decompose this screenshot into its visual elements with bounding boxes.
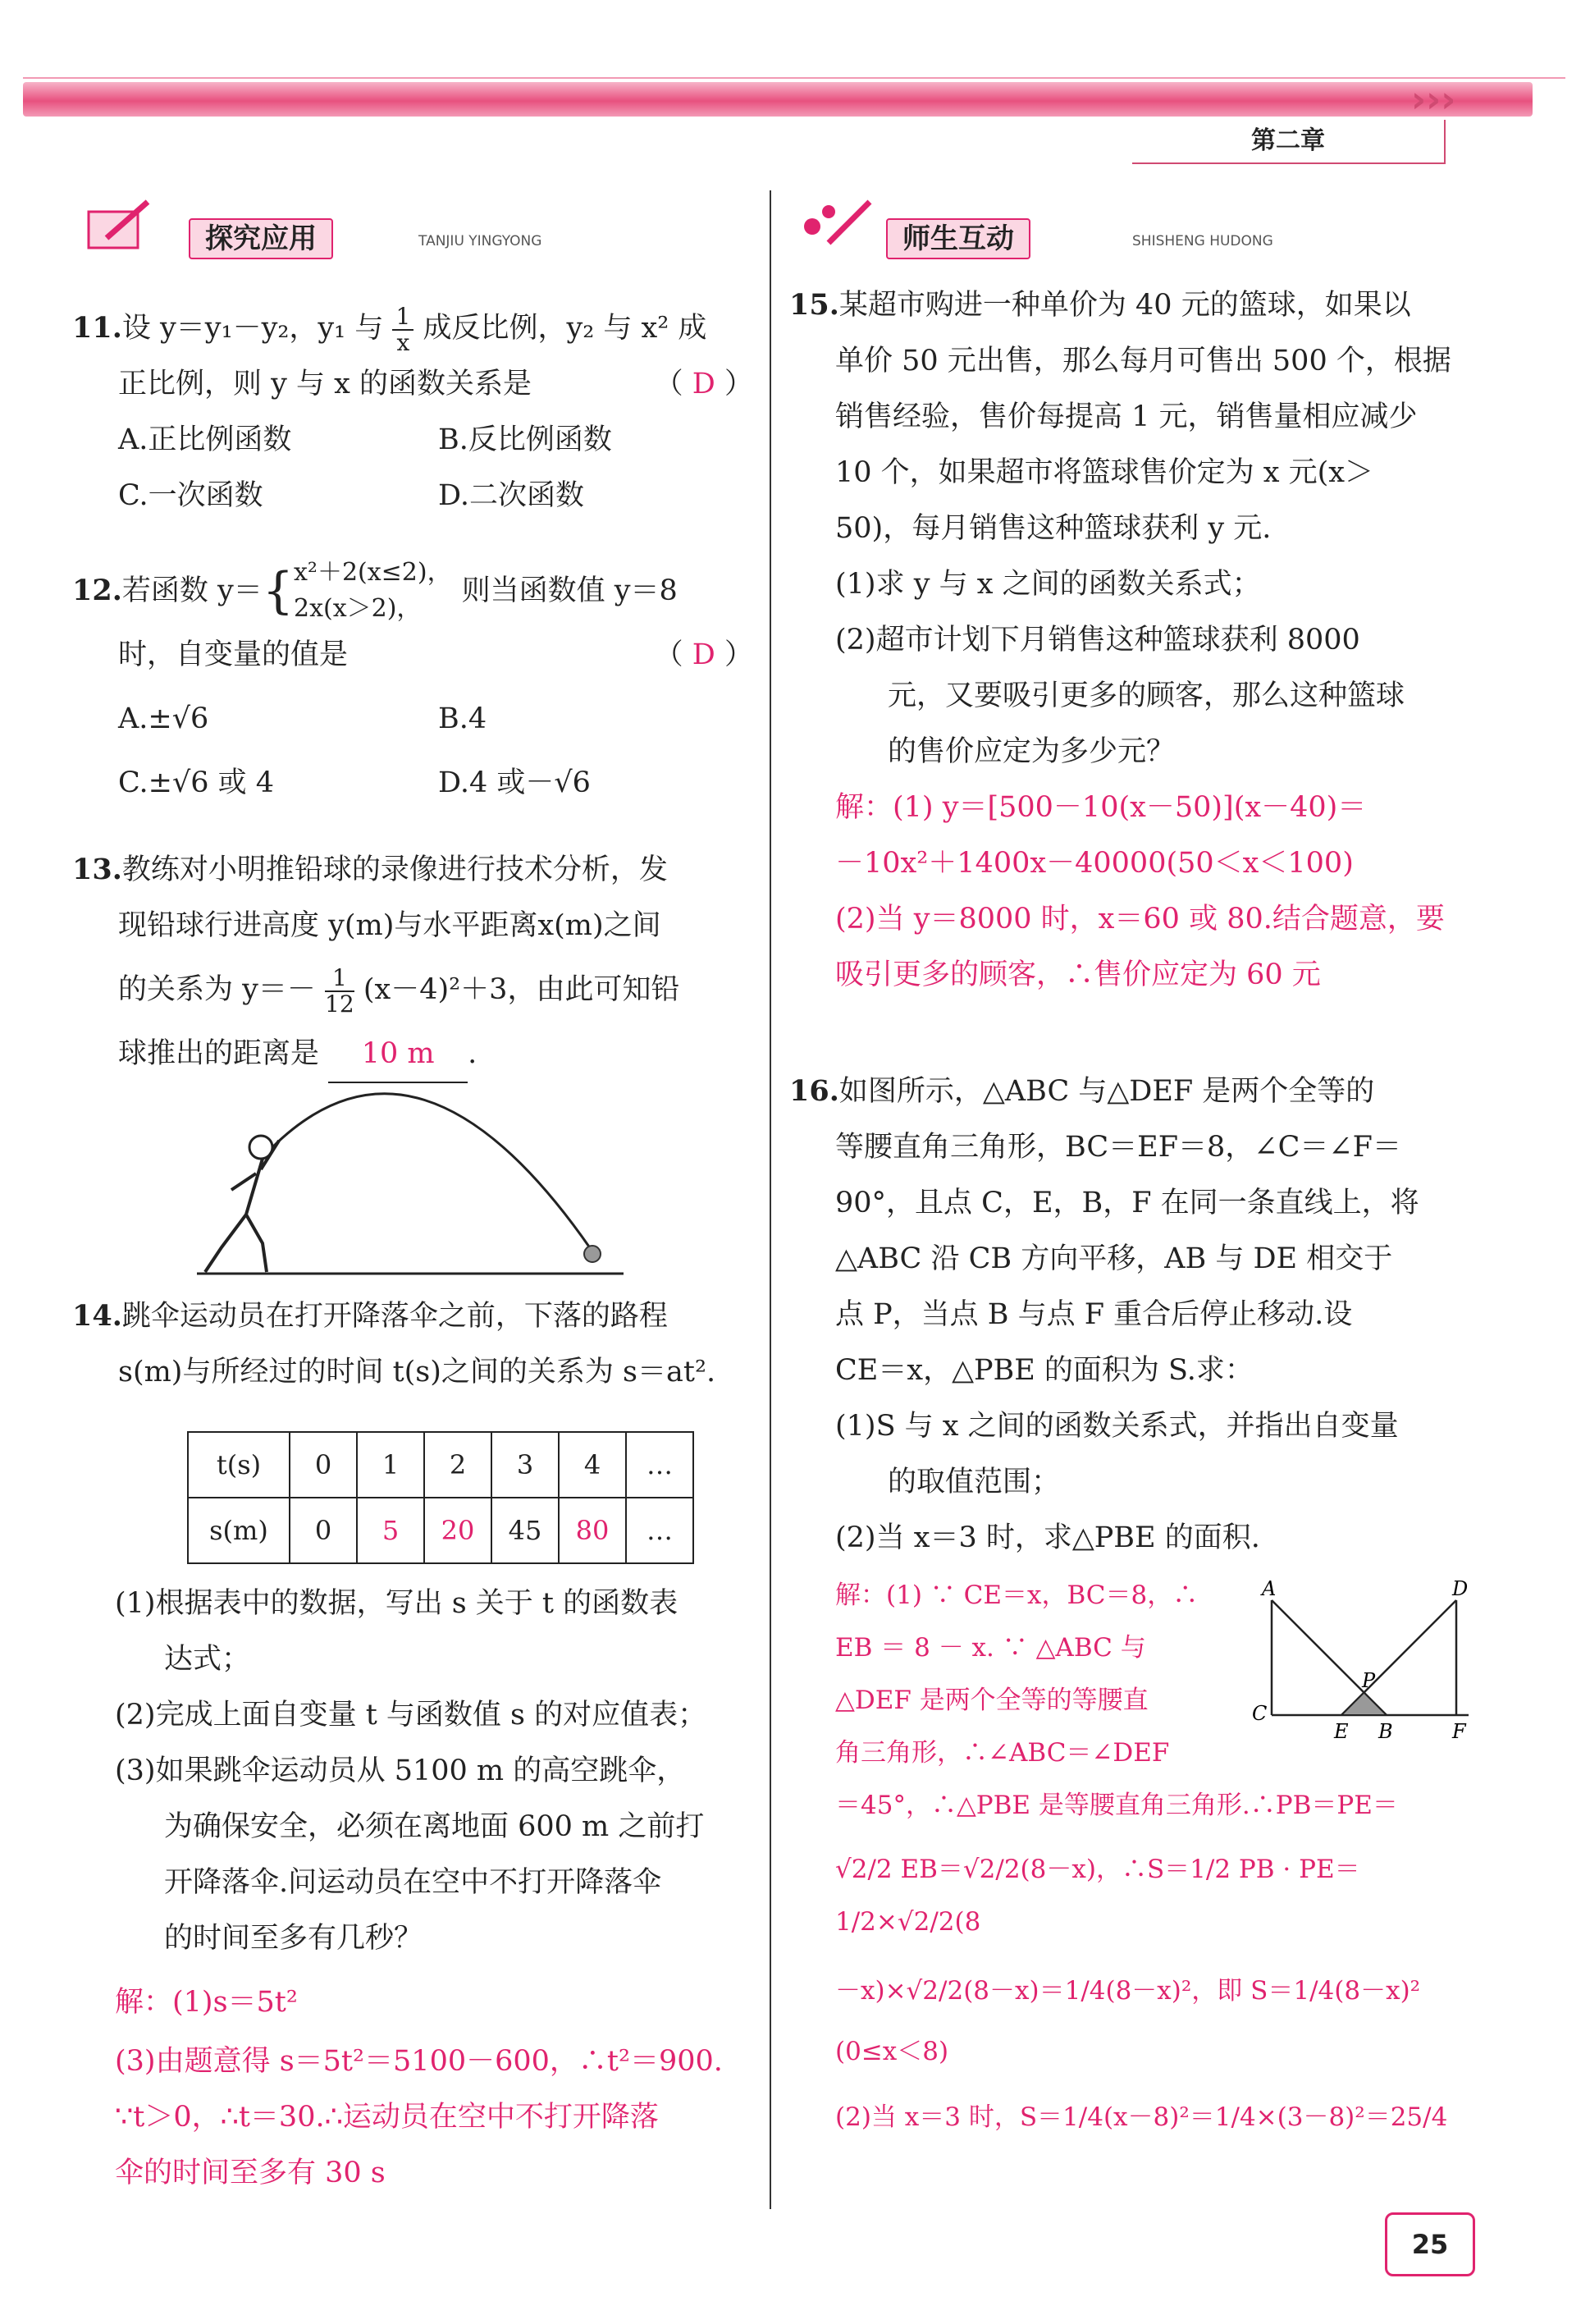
table-row	[188, 1432, 693, 1498]
q15-l1: 某超市购进一种单价为 40 元的篮球，如果以	[838, 289, 1411, 322]
q11-num: 11.	[72, 311, 122, 345]
q12-stem-a: 若函数 y＝	[121, 574, 263, 607]
q14-sol2: (3)由题意得 s＝5t²＝5100－600，∴t²＝900.	[115, 2045, 723, 2078]
table-cell: 3	[491, 1432, 559, 1498]
q15-l3: 销售经验，售价每提高 1 元，销售量相应减少	[835, 400, 1418, 433]
q15-s1: 解：(1) y＝[500－10(x－50)](x－40)＝	[835, 791, 1367, 824]
table-cell: …	[626, 1498, 693, 1563]
label-P: P	[1362, 1669, 1376, 1692]
q16-l6: CE＝x，△PBE 的面积为 S.求：	[835, 1354, 1254, 1387]
q12-stem-b: 则当函数值 y＝8	[461, 574, 678, 607]
q15-p1: (1)求 y 与 x 之间的函数关系式；	[835, 568, 1261, 601]
q13-l2: 现铅球行进高度 y(m)与水平距离x(m)之间	[118, 909, 661, 942]
pen-icon	[82, 197, 156, 254]
q13-l1: 教练对小明推铅球的录像进行技术分析，发	[121, 853, 668, 886]
q16-p1b: 的取值范围；	[888, 1466, 1061, 1498]
q16-l4: △ABC 沿 CB 方向平移，AB 与 DE 相交于	[835, 1242, 1393, 1275]
q16-s9: (2)当 x＝3 时，S＝1/4(x－8)²＝1/4×(3－8)²＝25/4	[835, 2102, 1448, 2132]
q16-p1a: (1)S 与 x 之间的函数关系式，并指出自变量	[835, 1410, 1399, 1443]
q15-l4: 10 个，如果超市将篮球售价定为 x 元(x＞	[835, 456, 1374, 489]
q13-blank: 10 m	[328, 1026, 468, 1083]
q11-stem-c: 正比例，则 y 与 x 的函数关系是	[118, 368, 532, 400]
q11-stem-b: 成反比例，y₂ 与 x² 成	[423, 312, 707, 345]
header-arrows: ›››	[1411, 79, 1456, 121]
table-cell: 20	[424, 1498, 491, 1563]
q14-p3d: 的时间至多有几秒？	[164, 1922, 423, 1955]
q14-sol3: ∵t＞0，∴t＝30.∴运动员在空中不打开降落	[115, 2101, 659, 2134]
q14-parts	[115, 1576, 755, 2201]
label-D: D	[1452, 1577, 1469, 1600]
q15-s4: 吸引更多的顾客，∴售价应定为 60 元	[835, 958, 1321, 991]
q16-p2: (2)当 x＝3 时，求△PBE 的面积.	[835, 1521, 1260, 1554]
q11-opt-a: A.正比例函数	[118, 423, 292, 456]
q13-frac: $\frac{1}{12}$	[325, 963, 354, 1018]
section-sub-interact: SHISHENG HUDONG	[1132, 233, 1273, 249]
table-cell: 2	[424, 1432, 491, 1498]
q13-l4b: .	[468, 1037, 477, 1070]
q13-l3b: (x－4)²＋3，由此可知铅	[363, 973, 680, 1006]
column-divider	[770, 190, 771, 2209]
q11-opt-b: B.反比例函数	[438, 423, 612, 456]
q16-s7: －x)×√2/2(8－x)＝1/4(8－x)²，即 S＝1/4(8－x)²	[835, 1976, 1421, 2006]
q16-l2: 等腰直角三角形，BC＝EF＝8，∠C＝∠F＝	[835, 1131, 1401, 1164]
q11-answer: D	[692, 368, 715, 400]
q15-p2a: (2)超市计划下月销售这种篮球获利 8000	[835, 624, 1360, 656]
q12-opt-d: D.4 或－√6	[438, 766, 591, 799]
q12-num: 12.	[72, 574, 122, 607]
q15-p2b: 元，又要吸引更多的顾客，那么这种篮球	[888, 679, 1405, 712]
table-cell: 4	[559, 1432, 626, 1498]
q15-p2c: 的售价应定为多少元？	[888, 735, 1176, 768]
q12-opt-b: B.4	[438, 702, 487, 735]
q16-l3: 90°，且点 C，E，B，F 在同一条直线上，将	[835, 1187, 1419, 1219]
table-cell: 45	[491, 1498, 559, 1563]
q12-opt-a: A.±√6	[118, 702, 209, 735]
q12: 12. 若函数 y＝ { x²＋2(x≤2)， 2x(x＞2)， 则当函数值 y＝8 时，自变量的值是 （ D ） A.±√6 B.4 C.±√6 或 4 D.4 或－√6	[72, 555, 753, 811]
table-cell: 0	[290, 1432, 357, 1498]
q16-s3: △DEF 是两个全等的等腰直	[835, 1686, 1149, 1715]
table-cell: 1	[357, 1432, 424, 1498]
q11-frac: $\frac{1}{x}$	[392, 304, 413, 355]
table-row	[188, 1498, 693, 1563]
q16-l5: 点 P，当点 B 与点 F 重合后停止移动.设	[835, 1298, 1353, 1331]
q14-p1a: (1)根据表中的数据，写出 s 关于 t 的函数表	[115, 1587, 678, 1620]
q13-l4a: 球推出的距离是	[118, 1037, 320, 1070]
q14-p3c: 开降落伞.问运动员在空中不打开降落伞	[164, 1866, 662, 1899]
teacher-student-icon	[796, 194, 878, 253]
q13-num: 13.	[72, 853, 122, 886]
q16-s1: 解：(1) ∵ CE＝x，BC＝8，∴	[835, 1581, 1199, 1610]
section-sub-explore: TANJIU YINGYONG	[418, 233, 542, 249]
q12-answer: D	[692, 638, 715, 671]
q11-opt-c: C.一次函数	[118, 479, 263, 512]
header-line	[23, 77, 1565, 79]
q12-case1: x²＋2(x≤2)，	[294, 558, 452, 587]
q16-l1: 如图所示，△ABC 与△DEF 是两个全等的	[838, 1075, 1375, 1108]
table-cell: 0	[290, 1498, 357, 1563]
q11-stem-a: 设 y＝y₁－y₂，y₁ 与	[121, 312, 384, 345]
q16-num: 16.	[789, 1074, 839, 1108]
q14-sol1: 解：(1)s＝5t²	[115, 1986, 298, 2019]
q12-stem-c: 时，自变量的值是	[118, 638, 349, 671]
q14-sol4: 伞的时间至多有 30 s	[115, 2157, 386, 2189]
q14-num: 14.	[72, 1299, 122, 1333]
q15-l2: 单价 50 元出售，那么每月可售出 500 个，根据	[835, 345, 1451, 377]
q13	[72, 842, 753, 1083]
label-A: A	[1262, 1577, 1277, 1600]
q14	[72, 1288, 753, 1400]
section-title-interact: 师生互动	[886, 218, 1030, 259]
header-band	[23, 82, 1533, 117]
shotput-figure	[189, 1067, 632, 1292]
q16-s6: √2/2 EB＝√2/2(8－x)，∴S＝1/2 PB · PE＝1/2×√2/2(8	[835, 1855, 1360, 1937]
q14-p3b: 为确保安全，必须在离地面 600 m 之前打	[164, 1810, 705, 1843]
table-cell: 80	[559, 1498, 626, 1563]
q16-s4: 角三角形，∴∠ABC＝∠DEF	[835, 1738, 1170, 1768]
q12-opt-c: C.±√6 或 4	[118, 766, 275, 799]
q15-s3: (2)当 y＝8000 时，x＝60 或 80.结合题意，要	[835, 903, 1445, 936]
q15-s2: －10x²＋1400x－40000(50＜x＜100)	[835, 847, 1354, 880]
q14-p1b: 达式；	[164, 1643, 251, 1676]
chapter-label: 第二章	[1132, 120, 1446, 164]
q12-case2: 2x(x＞2)，	[294, 594, 422, 623]
table-cell: t(s)	[188, 1432, 290, 1498]
triangles-figure	[1247, 1576, 1477, 1759]
q16	[789, 1064, 1470, 1566]
q14-p3a: (3)如果跳伞运动员从 5100 m 的高空跳伞，	[115, 1754, 686, 1787]
q16-s8: (0≤x＜8)	[835, 2037, 949, 2066]
q11-opt-d: D.二次函数	[438, 479, 584, 512]
q14-l1: 跳伞运动员在打开降落伞之前，下落的路程	[121, 1300, 668, 1333]
q16-s5: ＝45°，∴△PBE 是等腰直角三角形.∴PB＝PE＝	[835, 1791, 1398, 1820]
page-number: 25	[1385, 2212, 1475, 2276]
table-cell: s(m)	[188, 1498, 290, 1563]
table-cell: 5	[357, 1498, 424, 1563]
q12-brace: {	[262, 562, 294, 620]
q16-s2: EB ＝ 8 － x. ∵ △ABC 与	[835, 1633, 1146, 1663]
label-B: B	[1378, 1720, 1393, 1743]
q13-l3a: 的关系为 y＝－	[118, 973, 316, 1006]
table-cell: …	[626, 1432, 693, 1498]
label-E: E	[1334, 1720, 1349, 1743]
q15-l5: 50)，每月销售这种篮球获利 y 元.	[835, 512, 1272, 545]
section-title-explore: 探究应用	[189, 218, 333, 259]
q14-table	[187, 1431, 694, 1564]
q11: 11.设 y＝y₁－y₂，y₁ 与 $\frac{1}{x}$ 成反比例，y₂ 与 x² 成 正比例，则 y 与 x 的函数关系是 （ D ） A.正比例函数 B.反比例函数 C.一次函数 D.二次函数	[72, 300, 753, 524]
label-C: C	[1252, 1702, 1268, 1725]
label-F: F	[1452, 1720, 1466, 1743]
q15	[789, 277, 1470, 1003]
q15-num: 15.	[789, 288, 839, 322]
q14-p2: (2)完成上面自变量 t 与函数值 s 的对应值表；	[115, 1699, 707, 1732]
q14-l2: s(m)与所经过的时间 t(s)之间的关系为 s＝at².	[118, 1356, 716, 1388]
